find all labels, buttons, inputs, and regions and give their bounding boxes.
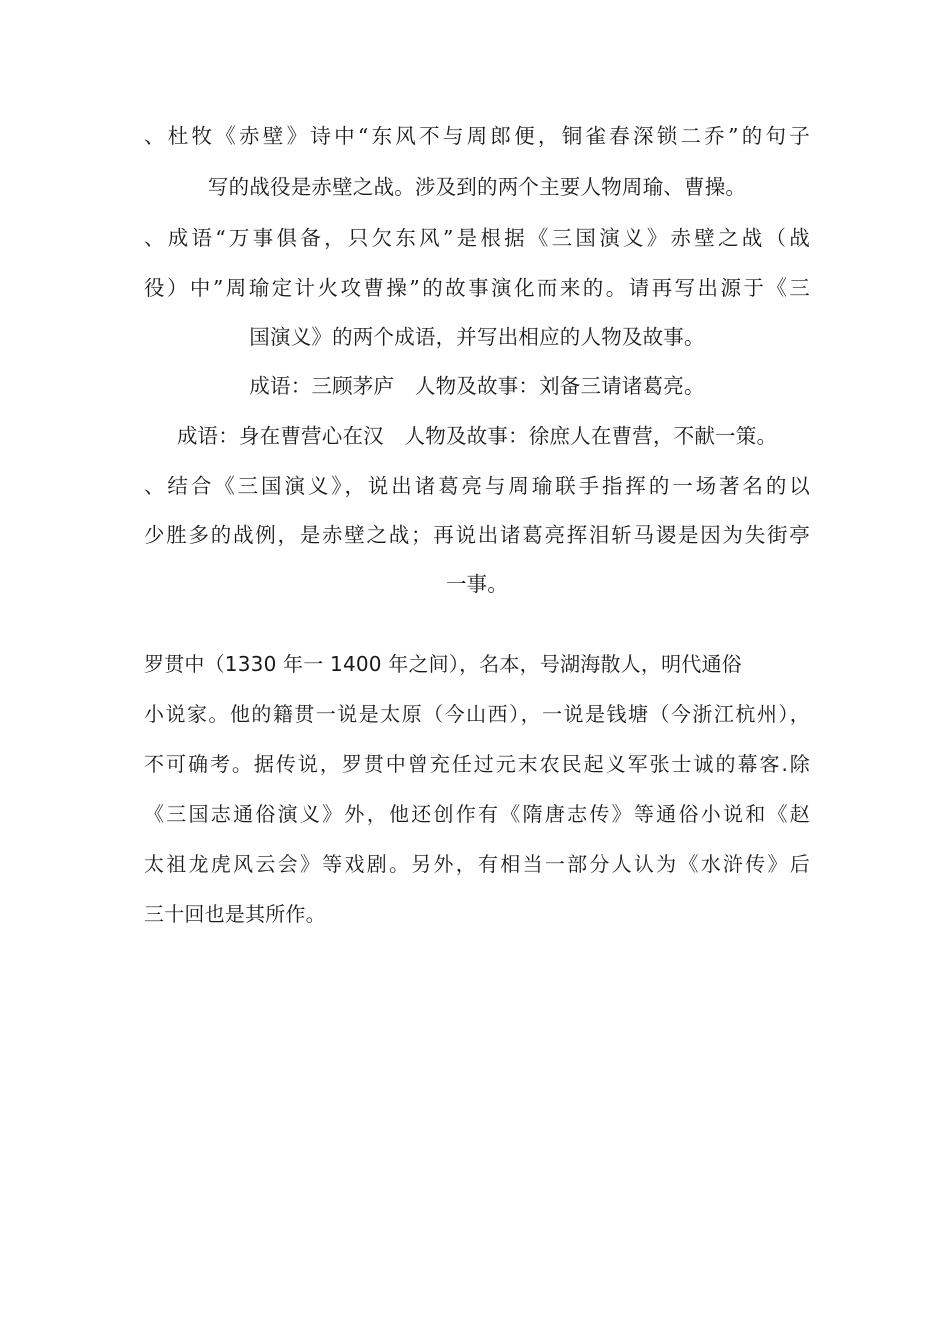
q2-answer-1: 成语：三顾茅庐 人物及故事：刘备三请诸葛亮。 [249,374,705,398]
q2-line-3: 国演义》的两个成语，并写出相应的人物及故事。 [249,325,705,349]
bio-line-2: 小说家。他的籍贯一说是太原（今山西），一说是钱塘（今浙江杭州）， [144,702,810,726]
bio-line-6: 三十回也是其所作。 [144,902,326,926]
q2-answer-2: 成语：身在曹营心在汉 人物及故事：徐庶人在曹营，不献一策。 [176,424,778,448]
q1-line-1: 、杜牧《赤壁》诗中“东风不与周郎便，铜雀春深锁二乔”的句子 [144,124,810,148]
q3-line-3: 一事。 [445,572,509,596]
q3-line-2: 少胜多的战例，是赤壁之战；再说出诸葛亮挥泪斩马谡是因为失街亭 [144,523,810,547]
bio-line-4: 《三国志通俗演义》外，他还创作有《隋唐志传》等通俗小说和《赵 [144,802,810,826]
q3-line-1: 、结合《三国演义》，说出诸葛亮与周瑜联手指挥的一场著名的以 [144,474,810,498]
bio-line-3: 不可确考。据传说，罗贯中曾充任过元末农民起义军张士诚的幕客.除 [144,752,810,776]
bio-line-1: 罗贯中（1330 年一 1400 年之间），名本，号湖海散人，明代通俗 [144,652,742,676]
q1-line-2: 写的战役是赤壁之战。涉及到的两个主要人物周瑜、曹操。 [207,175,747,199]
q2-line-2: 役）中”周瑜定计火攻曹操”的故事演化而来的。请再写出源于《三 [144,276,810,300]
bio-line-5: 太祖龙虎风云会》等戏剧。另外，有相当一部分人认为《水浒传》后 [144,852,810,876]
q2-line-1: 、成语“万事俱备，只欠东风”是根据《三国演义》赤壁之战（战 [144,226,810,250]
